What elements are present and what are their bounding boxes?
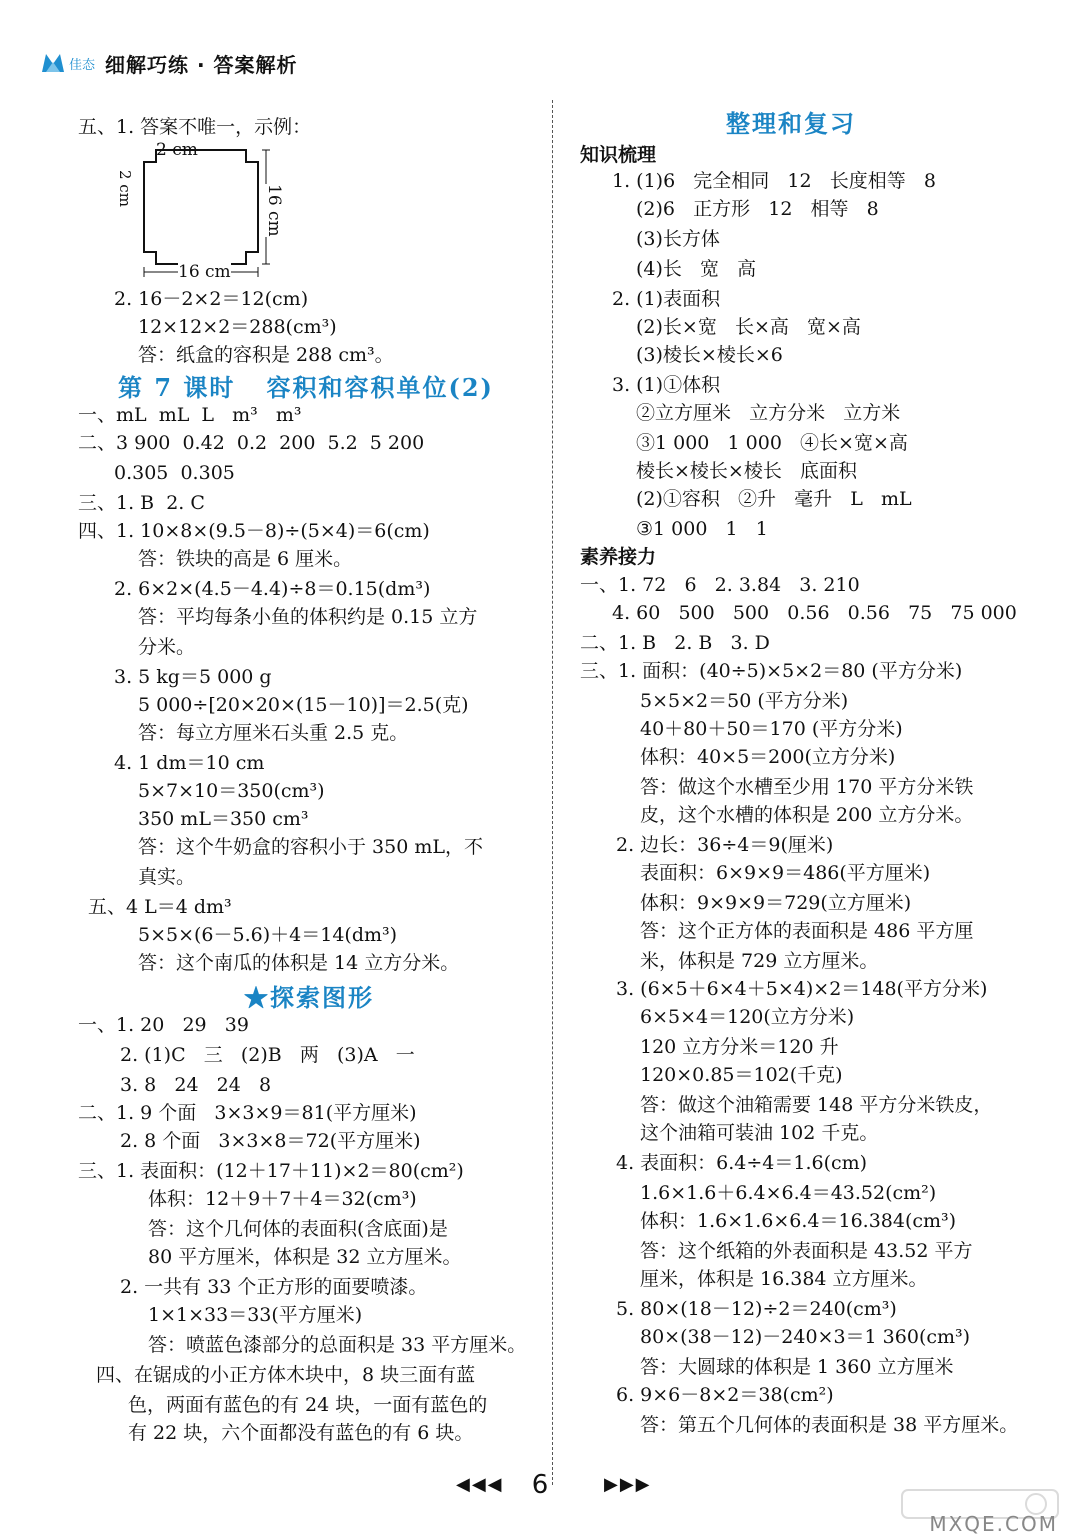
diagram-label-right: 16 cm xyxy=(264,184,284,237)
answer-line: 表面积：6×9×9＝486(平方厘米) xyxy=(640,862,931,884)
answer-line: 3. (6×5＋6×4＋5×4)×2＝148(平方分米) xyxy=(616,978,988,1000)
answer-line: 80×(38－12)－240×3＝1 360(cm³) xyxy=(640,1326,971,1348)
answer-line: 6×5×4＝120(立方分米) xyxy=(640,1006,855,1028)
section-title: ★探索图形 xyxy=(244,983,374,1012)
answer-line: 答：喷蓝色漆部分的总面积是 33 平方厘米。 xyxy=(148,1334,527,1356)
answer-line: 皮，这个水槽的体积是 200 立方分米。 xyxy=(640,804,974,826)
prev-arrows-icon: ◀◀◀ xyxy=(456,1474,504,1495)
answer-line: 体积：40×5＝200(立方分米) xyxy=(640,746,896,768)
answer-line: 分米。 xyxy=(138,636,196,658)
answer-line: 5 000÷[20×20×(15－10)]＝2.5(克) xyxy=(138,694,469,716)
answer-line: 答：纸盒的容积是 288 cm³。 xyxy=(138,344,394,366)
logo-text: 佳态 xyxy=(69,57,96,73)
answer-line: 2. 16－2×2＝12(cm) xyxy=(114,288,309,310)
answer-line: 一、1. 20 29 39 xyxy=(78,1014,249,1036)
next-arrows-icon: ▶▶▶ xyxy=(604,1474,652,1495)
box-net-diagram xyxy=(128,140,278,280)
answer-line: 四、在锯成的小正方体木块中，8 块三面有蓝 xyxy=(96,1364,476,1386)
answer-line: 二、1. B 2. B 3. D xyxy=(580,632,770,654)
answer-line: 答：做这个油箱需要 148 平方分米铁皮， xyxy=(640,1094,993,1116)
answer-line: 答：第五个几何体的表面积是 38 平方厘米。 xyxy=(640,1414,1019,1436)
subsection-heading: 素养接力 xyxy=(580,546,657,568)
answer-line: 答：这个几何体的表面积(含底面)是 xyxy=(148,1218,448,1240)
answer-line: 2. 一共有 33 个正方形的面要喷漆。 xyxy=(120,1276,428,1298)
answer-line: 6. 9×6－8×2＝38(cm²) xyxy=(616,1384,834,1406)
answer-line: 答：做这个水槽至少用 170 平方分米铁 xyxy=(640,776,974,798)
answer-line: 4. 1 dm＝10 cm xyxy=(114,752,265,774)
section-title: 第 7 课时 容积和容积单位(2) xyxy=(118,373,494,402)
answer-line: 这个油箱可装油 102 千克。 xyxy=(640,1122,879,1144)
diagram-label-top: 2 cm xyxy=(156,140,198,160)
answer-line: (2)6 正方形 12 相等 8 xyxy=(636,198,879,220)
subsection-heading: 知识梳理 xyxy=(580,144,657,166)
diagram-label-bottom: 16 cm xyxy=(178,262,231,282)
column-divider xyxy=(552,100,553,1485)
answer-line: 体积：1.6×1.6×6.4＝16.384(cm³) xyxy=(640,1210,957,1232)
page-number: 6 xyxy=(531,1470,549,1500)
watermark-text: MXQE.COM xyxy=(929,1512,1058,1536)
answer-line: 1.6×1.6＋6.4×6.4＝43.52(cm²) xyxy=(640,1182,937,1204)
answer-line: 0.305 0.305 xyxy=(114,462,235,484)
answer-line: 二、3 900 0.42 0.2 200 5.2 5 200 xyxy=(78,432,425,454)
answer-line: 二、1. 9 个面 3×3×9＝81(平方厘米) xyxy=(78,1102,417,1124)
answer-line: 答：每立方厘米石头重 2.5 克。 xyxy=(138,722,409,744)
answer-line: 色，两面有蓝色的有 24 块，一面有蓝色的 xyxy=(128,1394,488,1416)
answer-line: ③1 000 1 1 xyxy=(636,518,768,540)
answer-line: 答：这个牛奶盒的容积小于 350 mL，不 xyxy=(138,836,483,858)
logo xyxy=(40,50,95,76)
answer-line: 350 mL＝350 cm³ xyxy=(138,808,309,830)
answer-line: 五、1. 答案不唯一，示例： xyxy=(78,116,312,138)
answer-line: 体积：9×9×9＝729(立方厘米) xyxy=(640,892,912,914)
answer-line: 答：这个纸箱的外表面积是 43.52 平方 xyxy=(640,1240,973,1262)
answer-line: 5×5×(6－5.6)＋4＝14(dm³) xyxy=(138,924,398,946)
answer-line: 答：这个南瓜的体积是 14 立方分米。 xyxy=(138,952,460,974)
answer-line: 5. 80×(18－12)÷2＝240(cm³) xyxy=(616,1298,897,1320)
answer-line: 三、1. 表面积：(12＋17＋11)×2＝80(cm²) xyxy=(78,1160,464,1182)
answer-line: 四、1. 10×8×(9.5－8)÷(5×4)＝6(cm) xyxy=(78,520,430,542)
answer-line: 2. (1)表面积 xyxy=(612,288,721,310)
page-header xyxy=(40,46,298,80)
answer-line: 米，体积是 729 立方厘米。 xyxy=(640,950,879,972)
answer-line: 有 22 块，六个面都没有蓝色的有 6 块。 xyxy=(128,1422,474,1444)
answer-line: 80 平方厘米，体积是 32 立方厘米。 xyxy=(148,1246,462,1268)
answer-line: 2. 边长：36÷4＝9(厘米) xyxy=(616,834,834,856)
answer-line: 40＋80＋50＝170 (平方分米) xyxy=(640,718,903,740)
answer-line: (3)棱长×棱长×6 xyxy=(636,344,783,366)
answer-line: (2)长×宽 长×高 宽×高 xyxy=(636,316,861,338)
answer-line: 3. (1)①体积 xyxy=(612,374,721,396)
diagram-label-left: 2 cm xyxy=(116,170,134,207)
header-title: 细解巧练 · 答案解析 xyxy=(105,52,298,77)
section-title: 整理和复习 xyxy=(726,109,856,138)
answer-line: 4. 表面积：6.4÷4＝1.6(cm) xyxy=(616,1152,868,1174)
answer-line: 棱长×棱长×棱长 底面积 xyxy=(636,460,857,482)
answer-line: 答：这个正方体的表面积是 486 平方厘 xyxy=(640,920,974,942)
answer-line: 2. 8 个面 3×3×8＝72(平方厘米) xyxy=(120,1130,421,1152)
answer-line: 三、1. B 2. C xyxy=(78,492,205,514)
answer-line: 真实。 xyxy=(138,866,196,888)
answer-line: (3)长方体 xyxy=(636,228,720,250)
answer-line: 12×12×2＝288(cm³) xyxy=(138,316,337,338)
answer-line: 三、1. 面积：(40÷5)×5×2＝80 (平方分米) xyxy=(580,660,963,682)
answer-line: 体积：12＋9＋7＋4＝32(cm³) xyxy=(148,1188,417,1210)
answer-line: 1. (1)6 完全相同 12 长度相等 8 xyxy=(612,170,936,192)
answer-line: 1×1×33＝33(平方厘米) xyxy=(148,1304,363,1326)
answer-line: 5×5×2＝50 (平方分米) xyxy=(640,690,849,712)
answer-line: 3. 8 24 24 8 xyxy=(120,1074,272,1096)
answer-line: 一、1. 72 6 2. 3.84 3. 210 xyxy=(580,574,860,596)
answer-line: 厘米，体积是 16.384 立方厘米。 xyxy=(640,1268,928,1290)
answer-line: 3. 5 kg＝5 000 g xyxy=(114,666,272,688)
answer-line: 一、mL mL L m³ m³ xyxy=(78,404,302,426)
answer-line: 120×0.85＝102(千克) xyxy=(640,1064,843,1086)
answer-line: 2. 6×2×(4.5－4.4)÷8＝0.15(dm³) xyxy=(114,578,431,600)
answer-line: (2)①容积 ②升 毫升 L mL xyxy=(636,488,912,510)
answer-line: ②立方厘米 立方分米 立方米 xyxy=(636,402,901,424)
answer-line: (4)长 宽 高 xyxy=(636,258,757,280)
answer-line: 5×7×10＝350(cm³) xyxy=(138,780,325,802)
answer-line: 2. (1)C 三 (2)B 两 (3)A 一 xyxy=(120,1044,415,1066)
answer-line: 答：铁块的高是 6 厘米。 xyxy=(138,548,353,570)
answer-line: ③1 000 1 000 ④长×宽×高 xyxy=(636,432,908,454)
answer-line: 五、4 L＝4 dm³ xyxy=(88,896,232,918)
answer-line: 120 立方分米＝120 升 xyxy=(640,1036,839,1058)
answer-line: 4. 60 500 500 0.56 0.56 75 75 000 xyxy=(612,602,1017,624)
answer-line: 答：平均每条小鱼的体积约是 0.15 立方 xyxy=(138,606,478,628)
answer-line: 答：大圆球的体积是 1 360 立方厘米 xyxy=(640,1356,954,1378)
logo-icon xyxy=(40,50,66,76)
